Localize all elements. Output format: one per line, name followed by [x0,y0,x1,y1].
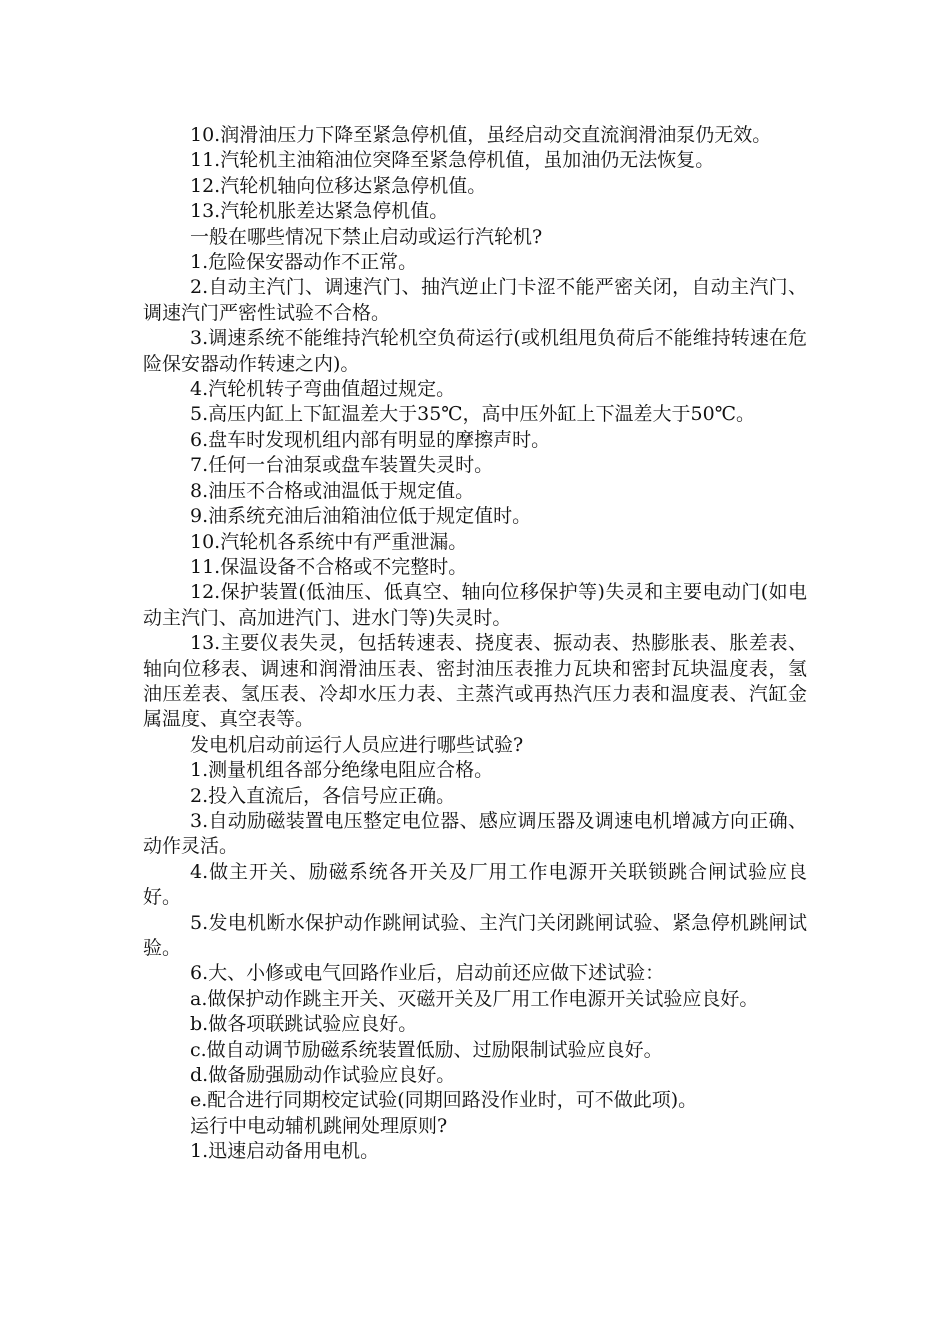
paragraph: b.做各项联跳试验应良好。 [190,1013,418,1036]
paragraph: 4.做主开关、励磁系统各开关及厂用工作电源开关联锁跳合闸试验应良好。 [143,860,807,909]
paragraph: 10.润滑油压力下降至紧急停机值，虽经启动交直流润滑油泵仍无效。 [190,124,772,146]
paragraph: 1.测量机组各部分绝缘电阻应合格。 [190,759,494,782]
paragraph: 4.汽轮机转子弯曲值超过规定。 [190,378,456,401]
paragraph: 10.汽轮机各系统中有严重泄漏。 [190,530,468,553]
paragraph: 5.高压内缸上下缸温差大于35℃，高中压外缸上下温差大于50℃。 [190,403,755,426]
paragraph: d.做备励强励动作试验应良好。 [190,1064,456,1087]
document-body [143,123,807,1165]
paragraph: 11.汽轮机主油箱油位突降至紧急停机值，虽加油仍无法恢复。 [190,149,715,172]
paragraph: a.做保护动作跳主开关、灭磁开关及厂用工作电源开关试验应良好。 [190,987,759,1010]
paragraph: 5.发电机断水保护动作跳闸试验、主汽门关闭跳闸试验、紧急停机跳闸试验。 [143,911,807,959]
paragraph: e.配合进行同期校定试验(同期回路没作业时，可不做此项)。 [190,1089,698,1112]
section-question: 运行中电动辅机跳闸处理原则? [190,1114,448,1137]
paragraph: 13.主要仪表失灵，包括转速表、挠度表、振动表、热膨胀表、胀差表、轴向位移表、调速和润滑油压表、密封油压表推力瓦块和密封瓦块温度表，氢油压差表、氢压表、冷却水压力表、主蒸汽或再热汽压力表和温度表、汽缸金属温度、真空表等。 [143,632,807,731]
section-question: 发电机启动前运行人员应进行哪些试验? [190,733,524,756]
paragraph: 1.危险保安器动作不正常。 [190,251,418,274]
paragraph: 1.迅速启动备用电机。 [190,1140,380,1163]
paragraph: 6.大、小修或电气回路作业后，启动前还应做下述试验： [190,962,665,985]
paragraph: c.做自动调节励磁系统装置低励、过励限制试验应良好。 [190,1038,663,1061]
section-question: 一般在哪些情况下禁止启动或运行汽轮机? [190,225,543,248]
paragraph: 9.油系统充油后油箱油位低于规定值时。 [190,505,532,528]
paragraph: 2.投入直流后，各信号应正确。 [190,784,456,807]
paragraph: 2.自动主汽门、调速汽门、抽汽逆止门卡涩不能严密关闭，自动主汽门、调速汽门严密性试验不合格。 [143,276,807,324]
paragraph: 6.盘车时发现机组内部有明显的摩擦声时。 [190,428,551,451]
paragraph: 3.调速系统不能维持汽轮机空负荷运行(或机组甩负荷后不能维持转速在危险保安器动作转速之内)。 [143,327,807,375]
paragraph: 3.自动励磁装置电压整定电位器、感应调压器及调速电机增减方向正确、动作灵活。 [143,809,807,858]
paragraph: 12.汽轮机轴向位移达紧急停机值。 [190,174,487,197]
paragraph: 13.汽轮机胀差达紧急停机值。 [190,200,449,223]
paragraph: 11.保温设备不合格或不完整时。 [190,555,468,578]
paragraph: 7.任何一台油泵或盘车装置失灵时。 [190,454,494,477]
paragraph: 12.保护装置(低油压、低真空、轴向位移保护等)失灵和主要电动门(如电动主汽门、高加进汽门、进水门等)失灵时。 [143,581,807,629]
paragraph: 8.油压不合格或油温低于规定值。 [190,479,475,502]
